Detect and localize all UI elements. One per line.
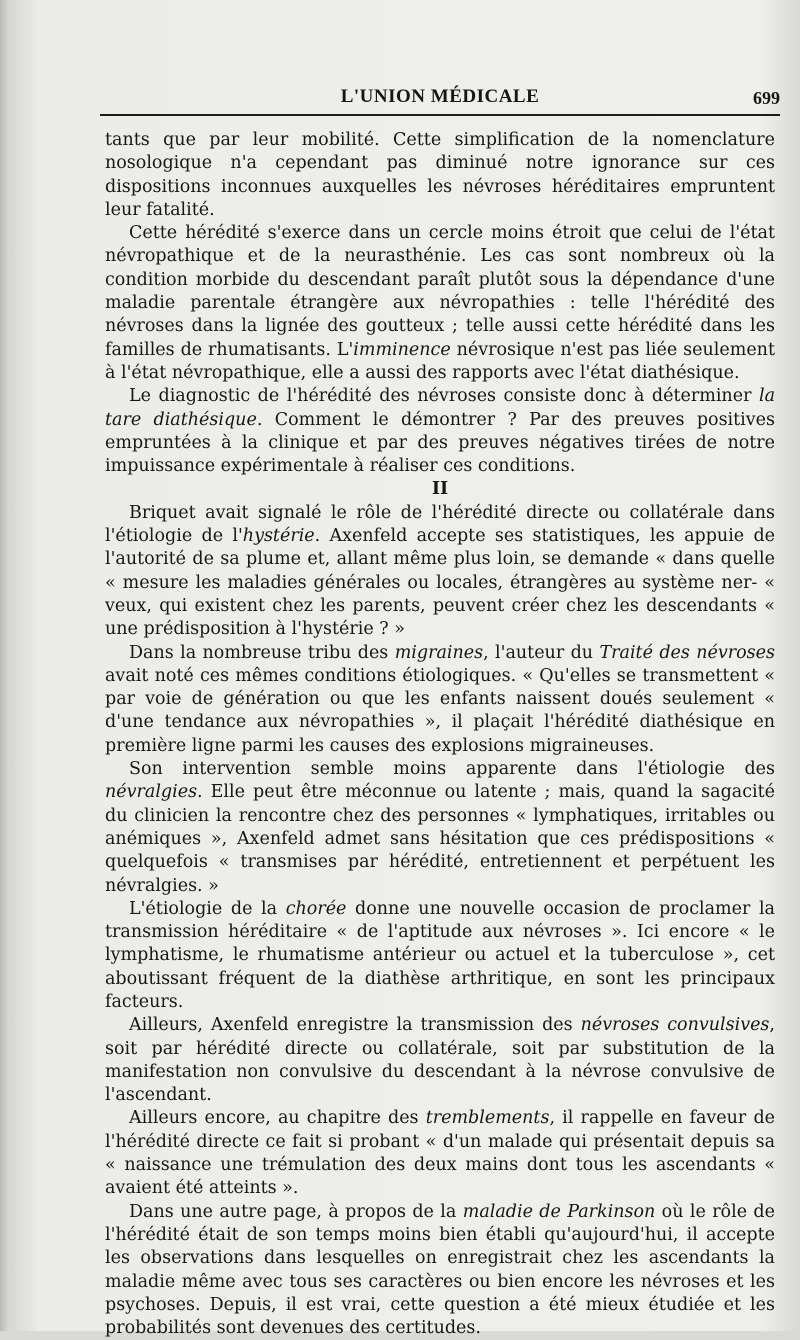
- text-run: Briquet avait signalé le rôle de l'hérédité directe ou collatérale dans l'étiologie de l': [105, 502, 775, 547]
- page-number: 699: [753, 88, 780, 108]
- italic-text: migraines: [394, 642, 484, 663]
- paragraph: [105, 1201, 775, 1340]
- page-binding-edge: [0, 0, 10, 1331]
- text-run: Ailleurs, Axenfeld enregistre la transmission des: [129, 1015, 581, 1036]
- paragraph: [105, 642, 775, 758]
- paragraph: [105, 129, 775, 222]
- text-run: L'étiologie de la: [129, 898, 286, 919]
- text-run: où le rôle de l'hérédité était de son temps moins bien établi qu'aujourd'hui, il accepte les observations dans lesquelles on enregistrait chez les ascendants la maladie même avec tous ses caractères ou bien encore les névroses et les psychoses. Depuis, il est vrai, cette question a été mieux étudiée et les probabilités sont devenues des certitudes.: [105, 1201, 775, 1339]
- text-run: Cette hérédité s'exerce dans un cercle moins étroit que celui de l'état névropathique et de la neurasthénie. Les cas sont nombreux où la condition morbide du descendant paraît plutôt sous la dépendance d'une maladie parentale étrangère aux névropathies : telle l'hérédité des névroses dans la lignée des goutteux ; telle aussi cette hérédité dans les familles de rhumatisants. L': [105, 223, 775, 360]
- text-run: . Comment le démontrer ? Par des preuves positives empruntées à la clinique et par des preuves négatives tirées de notre impuissance expérimentale à réaliser ces conditions.: [105, 409, 775, 477]
- italic-text: hystérie: [242, 526, 315, 547]
- paragraph: [105, 1107, 775, 1200]
- text-run: Le diagnostic de l'hérédité des névroses consiste donc à déterminer: [129, 386, 759, 407]
- text-run: tants que par leur mobilité. Cette simplification de la nomenclature nosologique n'a cependant pas diminué notre ignorance sur ces dispositions inconnues auxquelles les névroses héréditaires empruntent leur fatalité.: [105, 130, 775, 220]
- text-run: , soit par hérédité directe ou collatérale, soit par substitution de la manifestation non convulsive du descendant à la névrose convulsive de l'ascendant.: [105, 1015, 775, 1106]
- text-run: Ailleurs encore, au chapitre des: [129, 1108, 426, 1129]
- paragraph: [105, 1014, 775, 1107]
- journal-title: L'UNION MÉDICALE: [340, 86, 540, 107]
- text-run: névrosique n'est pas liée seulement à l'état névropathique, elle a aussi des rapports avec l'état diathésique.: [105, 339, 775, 383]
- paragraph: [105, 758, 775, 898]
- text-run: . Axenfeld accepte ses statistiques, les appuie de l'autorité de sa plume et, allant même plus loin, se demande « dans quelle « mesure les maladies générales ou locales, étrangères au système ner- « veux, qui existent chez les parents, peuvent créer chez les descendants « une prédisposition à l'hystérie ? »: [105, 526, 776, 640]
- running-head: [100, 86, 780, 116]
- text-run: Son intervention semble moins apparente dans l'étiologie des: [129, 759, 775, 780]
- article-body: [105, 129, 775, 1340]
- text-run: . Elle peut être méconnue ou latente ; mais, quand la sagacité du clinicien la rencontre chez des personnes « lymphatiques, irritables ou anémiques », Axenfeld admet sans hésitation que ces prédispositions « quelquefois « transmises par hérédité, entretiennent et perpétuent les névralgies. »: [105, 782, 775, 896]
- text-run: donne une nouvelle occasion de proclamer la transmission héréditaire « de l'aptitude aux névroses ». Ici encore « le lymphatisme, le rhumatisme antérieur ou actuel et la tuberculose », cet aboutissant fréquent de la diathèse arthritique, en sont les principaux facteurs.: [105, 898, 775, 1012]
- italic-text: tremblements: [425, 1108, 550, 1129]
- italic-text: imminence: [353, 339, 451, 360]
- text-run: avait noté ces mêmes conditions étiologiques. « Qu'elles se transmettent « par voie de génération ou que les enfants naissent doués seulement « d'une tendance aux névropathies », il plaçait l'hérédité diathésique en première ligne parmi les causes des explosions migraineuses.: [105, 665, 775, 756]
- text-run: Dans la nombreuse tribu des: [129, 642, 395, 663]
- paragraph: [105, 502, 775, 642]
- text-run: , l'auteur du: [483, 642, 600, 663]
- paragraph: [105, 385, 775, 478]
- text-run: , il rappelle en faveur de l'hérédité directe ce fait si probant « d'un malade qui présentait depuis sa « naissance une trémulation des deux mains dont tous les ascendants « avaient été atteints ».: [105, 1108, 776, 1199]
- section-heading: [105, 478, 775, 501]
- paragraph: [105, 898, 775, 1014]
- italic-text: maladie de Parkinson: [462, 1201, 656, 1222]
- italic-text: névralgies: [105, 782, 198, 803]
- italic-text: Traité des névroses: [599, 642, 775, 663]
- text-run: Dans une autre page, à propos de la: [129, 1201, 463, 1222]
- text-run: II: [431, 479, 449, 500]
- paragraph: [105, 222, 775, 385]
- italic-text: la tare diathésique: [105, 386, 775, 430]
- italic-text: chorée: [285, 898, 347, 919]
- italic-text: névroses convulsives: [580, 1015, 770, 1036]
